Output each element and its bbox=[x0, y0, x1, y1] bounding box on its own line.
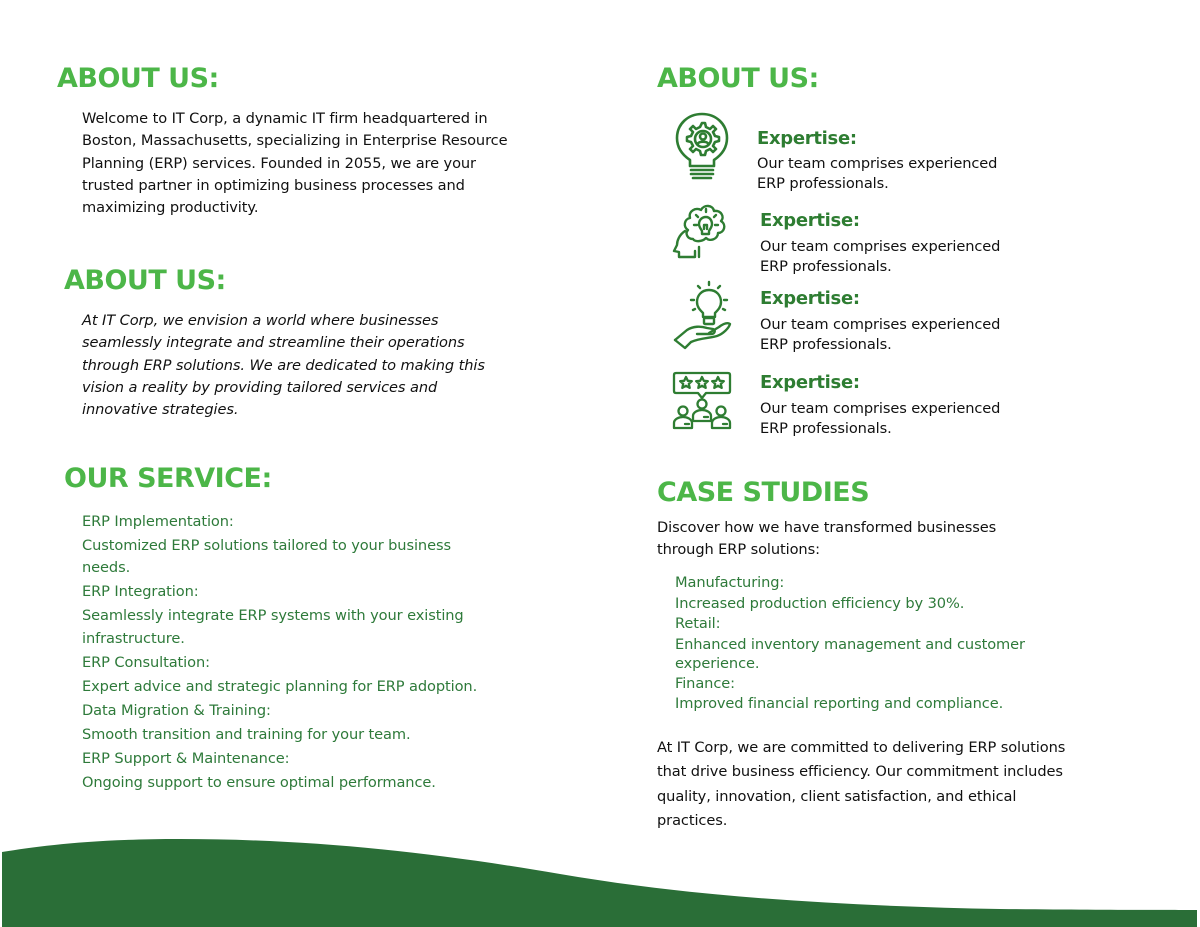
feature-text: Our team comprises experienced ERP professionals. bbox=[757, 155, 998, 192]
case-title: Finance: bbox=[675, 674, 735, 692]
feature-title: Expertise: bbox=[760, 372, 860, 393]
our-service-heading: OUR SERVICE: bbox=[64, 463, 272, 494]
service-description: Expert advice and strategic planning for ERP adoption. bbox=[82, 677, 478, 695]
vision-text: At IT Corp, we envision a world where businesses seamlessly integrate and streamline their operations through ERP solutions. We are dedicated to making this vision a reality by providing tailored services and innovative strategies. bbox=[82, 312, 485, 419]
about-us-heading-1: ABOUT US: bbox=[57, 63, 219, 94]
case-title: Retail: bbox=[675, 615, 721, 632]
service-description: Ongoing support to ensure optimal performance. bbox=[82, 773, 436, 791]
feature-title: Expertise: bbox=[757, 128, 857, 149]
case-studies-heading: CASE STUDIES bbox=[657, 477, 870, 508]
case-description: Improved financial reporting and compliance. bbox=[675, 695, 1004, 712]
about-us-heading-3: ABOUT US: bbox=[657, 63, 819, 94]
about-us-intro-text: Welcome to IT Corp, a dynamic IT firm headquartered in Boston, Massachusetts, specializing in Enterprise Resource Planning (ERP) services. Founded in 2055, we are your trusted partner in optimizing business processes and maximizing productivity. bbox=[82, 110, 508, 217]
feature-text: Our team comprises experienced ERP professionals. bbox=[760, 316, 1001, 353]
case-title: Manufacturing: bbox=[675, 574, 785, 591]
service-description: Smooth transition and training for your team. bbox=[82, 725, 411, 743]
commitment-text: At IT Corp, we are committed to delivering ERP solutions that drive business efficiency. Our commitment includes quality, innovation, client satisfaction, and ethical practices. bbox=[657, 739, 1066, 829]
case-description: Increased production efficiency by 30%. bbox=[675, 594, 965, 612]
case-description: Enhanced inventory management and customer experience. bbox=[675, 635, 1025, 672]
service-title: ERP Integration: bbox=[82, 583, 199, 600]
case-studies-intro: Discover how we have transformed businesses through ERP solutions: bbox=[657, 519, 997, 559]
service-title: ERP Implementation: bbox=[82, 512, 234, 530]
feature-text: Our team comprises experienced ERP professionals. bbox=[760, 238, 1001, 275]
service-description: Customized ERP solutions tailored to your business needs. bbox=[82, 536, 451, 576]
about-us-heading-2: ABOUT US: bbox=[64, 265, 226, 296]
feature-title: Expertise: bbox=[760, 288, 860, 309]
service-description: Seamlessly integrate ERP systems with your existing infrastructure. bbox=[82, 607, 464, 647]
service-title: Data Migration & Training: bbox=[82, 701, 271, 719]
feature-text: Our team comprises experienced ERP professionals. bbox=[760, 400, 1001, 437]
service-title: ERP Support & Maintenance: bbox=[82, 749, 290, 767]
feature-title: Expertise: bbox=[760, 210, 860, 231]
service-title: ERP Consultation: bbox=[82, 653, 210, 671]
